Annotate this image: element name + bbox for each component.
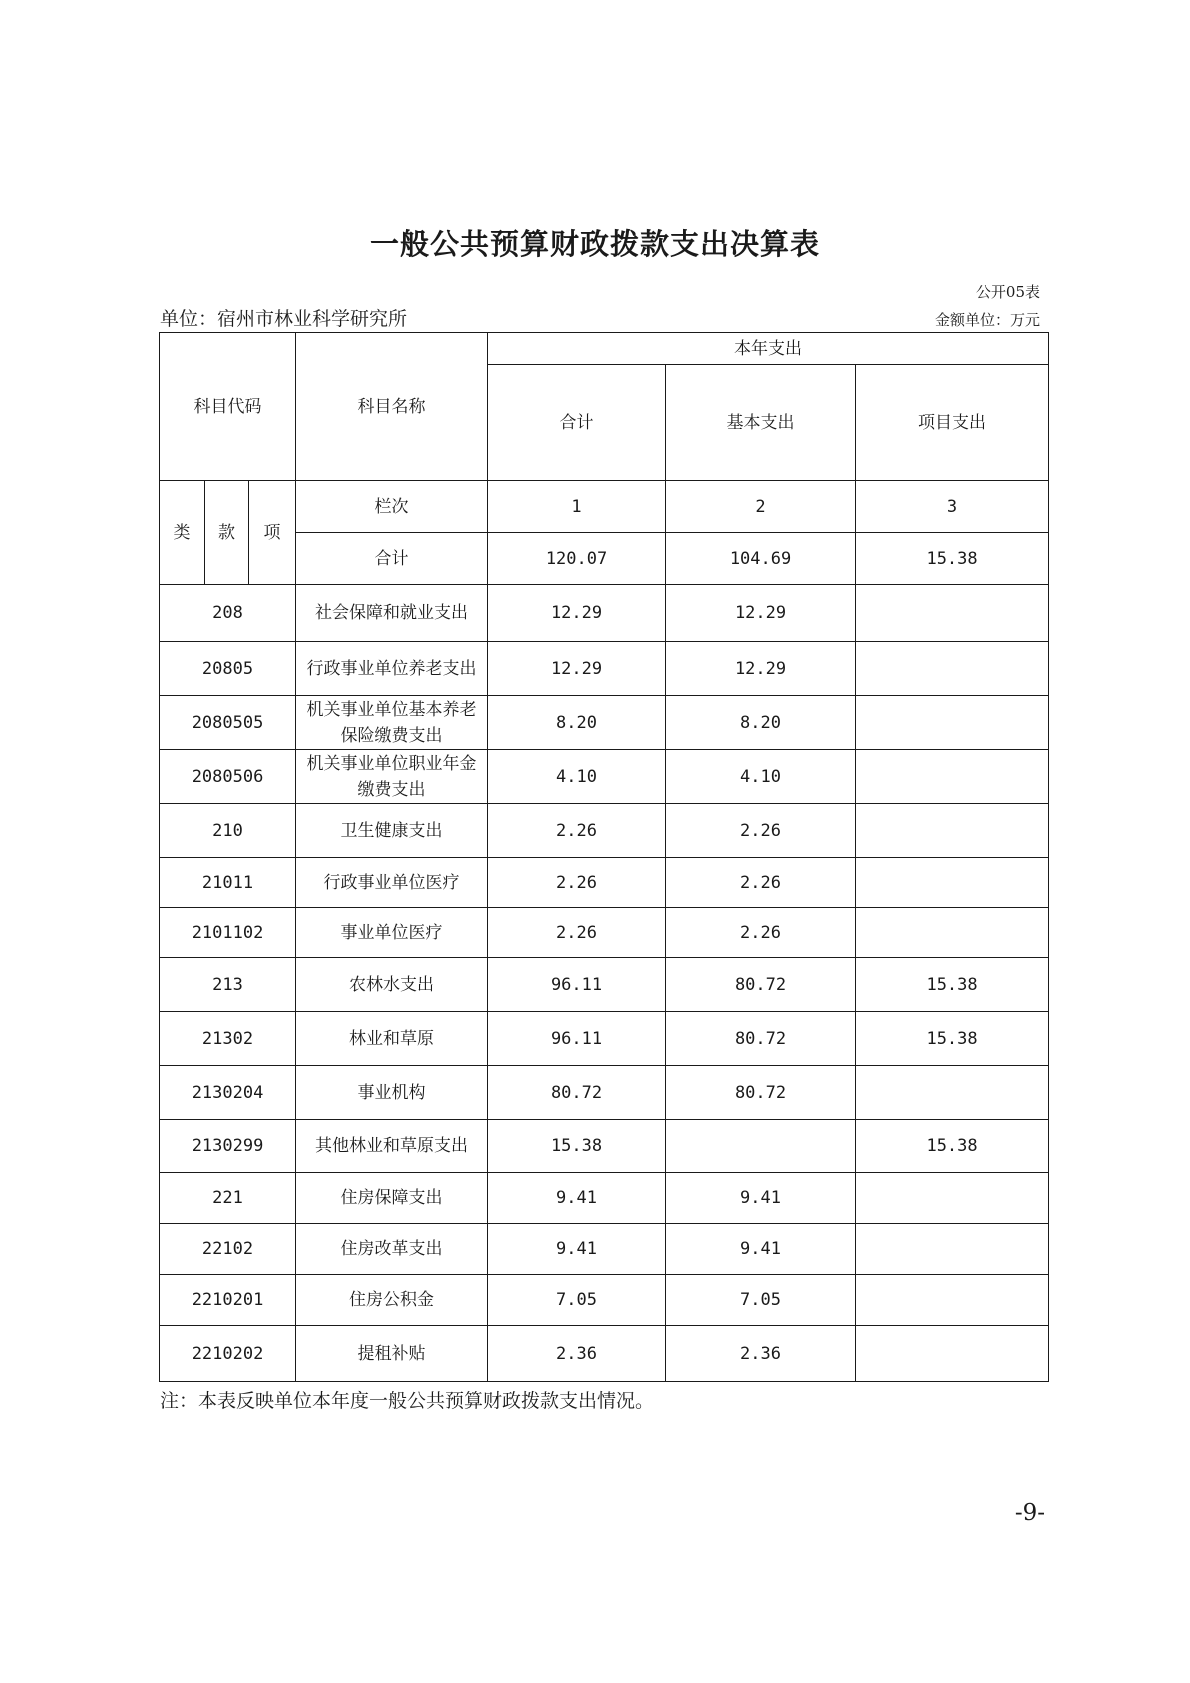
table-row (160, 750, 1049, 804)
form-number: 公开05表 (975, 283, 1040, 301)
table-row (160, 1120, 1049, 1173)
table-row (160, 908, 1049, 958)
row-total: 4.10 (488, 750, 666, 804)
row-name: 住房保障支出 (296, 1173, 488, 1224)
header-column-order: 栏次 (296, 481, 488, 533)
row-code: 2130299 (160, 1120, 296, 1173)
header-xiang: 项 (249, 481, 296, 585)
header-col-3: 3 (856, 481, 1049, 533)
row-project (856, 1275, 1049, 1326)
row-total: 12.29 (488, 642, 666, 696)
money-unit-label: 金额单位：万元 (934, 311, 1040, 329)
table-row (160, 1066, 1049, 1120)
sum-project: 15.38 (856, 533, 1049, 585)
row-code: 20805 (160, 642, 296, 696)
row-name: 住房改革支出 (296, 1224, 488, 1275)
row-name: 提租补贴 (296, 1326, 488, 1382)
header-basic: 基本支出 (666, 365, 856, 481)
row-basic: 80.72 (666, 958, 856, 1012)
table-row (160, 804, 1049, 858)
row-project (856, 1173, 1049, 1224)
table-row (160, 958, 1049, 1012)
row-total: 2.26 (488, 858, 666, 908)
row-total: 8.20 (488, 696, 666, 750)
row-project (856, 585, 1049, 642)
sum-label: 合计 (296, 533, 488, 585)
row-name: 事业机构 (296, 1066, 488, 1120)
table-row (160, 1224, 1049, 1275)
footnote: 注：本表反映单位本年度一般公共预算财政拨款支出情况。 (160, 1390, 655, 1412)
unit-label: 单位：宿州市林业科学研究所 (160, 308, 408, 330)
row-project (856, 642, 1049, 696)
row-total: 2.26 (488, 804, 666, 858)
row-code: 2080505 (160, 696, 296, 750)
table-row (160, 585, 1049, 642)
row-name: 林业和草原 (296, 1012, 488, 1066)
row-basic: 2.26 (666, 858, 856, 908)
row-basic: 2.36 (666, 1326, 856, 1382)
row-project (856, 908, 1049, 958)
header-current-year: 本年支出 (488, 333, 1049, 365)
row-total: 96.11 (488, 1012, 666, 1066)
table-row (160, 1173, 1049, 1224)
row-name: 机关事业单位职业年金缴费支出 (296, 750, 488, 804)
row-code: 21011 (160, 858, 296, 908)
row-total: 12.29 (488, 585, 666, 642)
row-code: 2080506 (160, 750, 296, 804)
row-basic: 4.10 (666, 750, 856, 804)
row-project (856, 1066, 1049, 1120)
row-name: 机关事业单位基本养老保险缴费支出 (296, 696, 488, 750)
header-lei: 类 (160, 481, 205, 585)
row-project: 15.38 (856, 958, 1049, 1012)
row-basic: 9.41 (666, 1173, 856, 1224)
row-project (856, 1224, 1049, 1275)
row-total: 2.26 (488, 908, 666, 958)
row-basic: 7.05 (666, 1275, 856, 1326)
row-total: 7.05 (488, 1275, 666, 1326)
row-code: 213 (160, 958, 296, 1012)
table-row (160, 642, 1049, 696)
row-project (856, 750, 1049, 804)
row-code: 21302 (160, 1012, 296, 1066)
header-subject-code: 科目代码 (160, 333, 296, 481)
row-basic (666, 1120, 856, 1173)
row-name: 行政事业单位养老支出 (296, 642, 488, 696)
header-subject-name: 科目名称 (296, 333, 488, 481)
sum-total: 120.07 (488, 533, 666, 585)
header-kuan: 款 (205, 481, 249, 585)
row-project (856, 696, 1049, 750)
row-code: 210 (160, 804, 296, 858)
row-code: 22102 (160, 1224, 296, 1275)
page-title: 一般公共预算财政拨款支出决算表 (369, 227, 820, 261)
table-row (160, 1326, 1049, 1382)
row-name: 住房公积金 (296, 1275, 488, 1326)
row-code: 2101102 (160, 908, 296, 958)
row-name: 其他林业和草原支出 (296, 1120, 488, 1173)
row-name: 行政事业单位医疗 (296, 858, 488, 908)
table-row (160, 1275, 1049, 1326)
row-project (856, 804, 1049, 858)
row-total: 9.41 (488, 1224, 666, 1275)
row-code: 2130204 (160, 1066, 296, 1120)
row-code: 2210202 (160, 1326, 296, 1382)
row-name: 社会保障和就业支出 (296, 585, 488, 642)
page-number: -9- (1014, 1500, 1045, 1526)
row-code: 2210201 (160, 1275, 296, 1326)
header-col-1: 1 (488, 481, 666, 533)
row-total: 9.41 (488, 1173, 666, 1224)
row-total: 2.36 (488, 1326, 666, 1382)
row-total: 15.38 (488, 1120, 666, 1173)
sum-basic: 104.69 (666, 533, 856, 585)
header-col-2: 2 (666, 481, 856, 533)
row-basic: 12.29 (666, 642, 856, 696)
row-project (856, 1326, 1049, 1382)
row-basic: 12.29 (666, 585, 856, 642)
row-basic: 2.26 (666, 804, 856, 858)
row-code: 208 (160, 585, 296, 642)
table-row (160, 858, 1049, 908)
budget-table (159, 332, 1049, 1382)
row-basic: 80.72 (666, 1066, 856, 1120)
row-project: 15.38 (856, 1120, 1049, 1173)
row-project: 15.38 (856, 1012, 1049, 1066)
table-row (160, 696, 1049, 750)
row-name: 事业单位医疗 (296, 908, 488, 958)
row-basic: 2.26 (666, 908, 856, 958)
row-basic: 9.41 (666, 1224, 856, 1275)
row-total: 80.72 (488, 1066, 666, 1120)
row-basic: 8.20 (666, 696, 856, 750)
row-total: 96.11 (488, 958, 666, 1012)
row-code: 221 (160, 1173, 296, 1224)
row-name: 卫生健康支出 (296, 804, 488, 858)
row-basic: 80.72 (666, 1012, 856, 1066)
header-project: 项目支出 (856, 365, 1049, 481)
header-total: 合计 (488, 365, 666, 481)
table-body (160, 333, 1049, 1382)
row-project (856, 858, 1049, 908)
row-name: 农林水支出 (296, 958, 488, 1012)
table-row (160, 1012, 1049, 1066)
